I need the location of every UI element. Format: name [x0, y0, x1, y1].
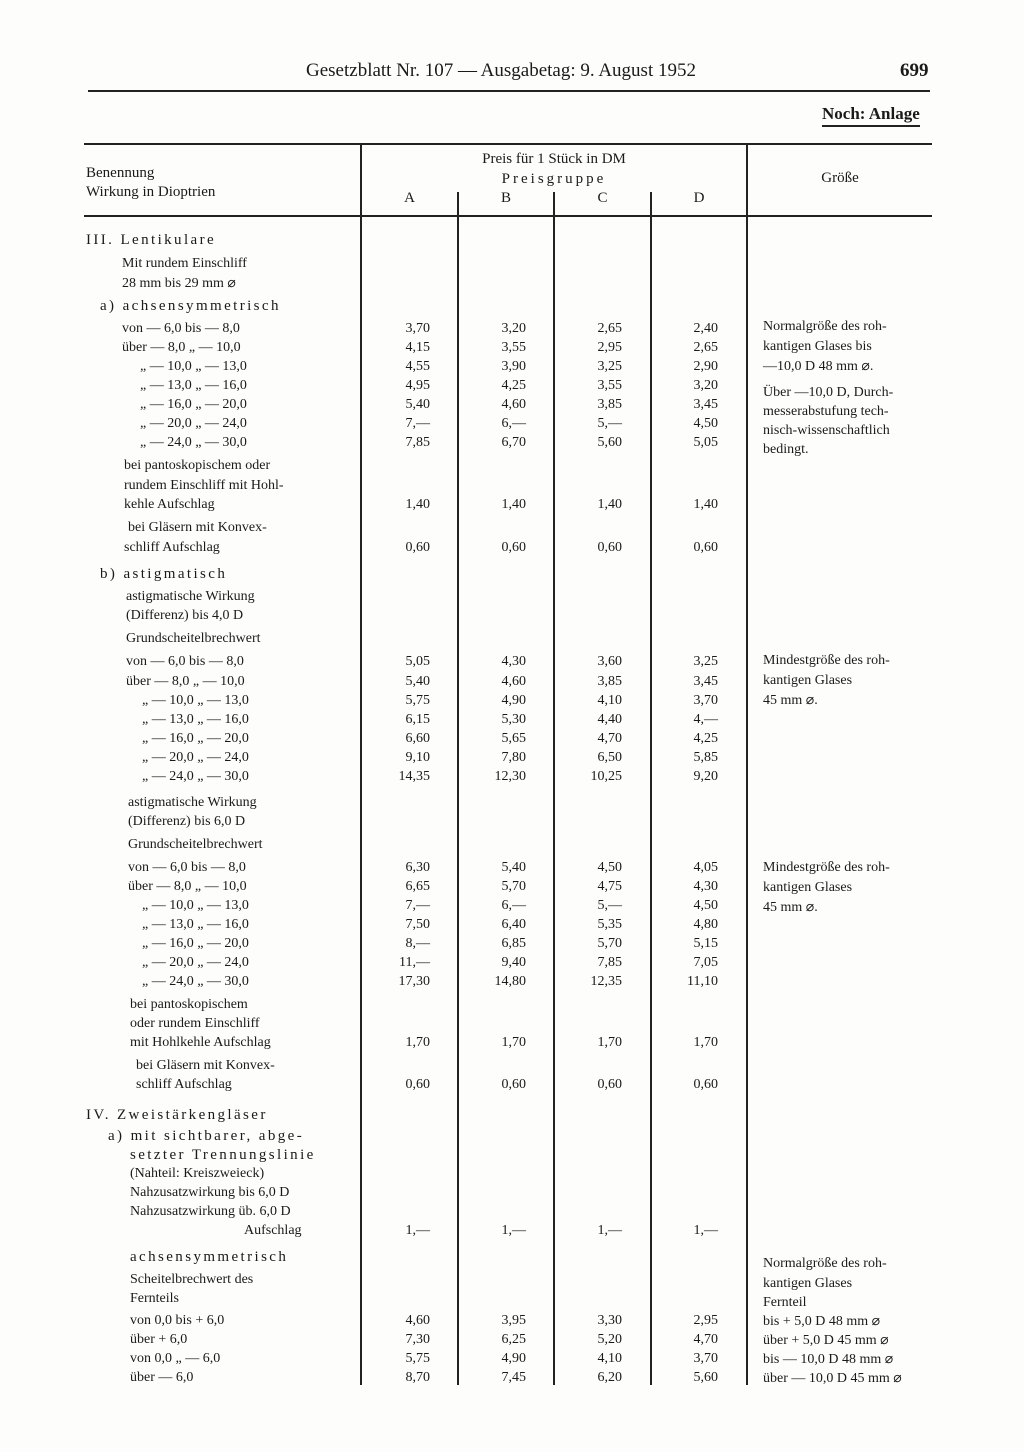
row-label: astigmatische Wirkung: [126, 589, 255, 604]
col-header-preis: Preis für 1 Stück in DM: [482, 151, 626, 167]
size-note: Normalgröße des roh-: [763, 1256, 887, 1271]
row-label: schliff Aufschlag: [136, 1077, 232, 1092]
price-cell-b: 3,55: [501, 340, 526, 355]
price-cell-a: 1,70: [405, 1035, 430, 1050]
row-label: über — 8,0 „ — 10,0: [128, 879, 247, 894]
price-cell-b: 6,85: [501, 936, 526, 951]
row-label: Nahzusatzwirkung bis 6,0 D: [130, 1185, 290, 1200]
row-label: über — 8,0 „ — 10,0: [126, 674, 245, 689]
row-label: oder rundem Einschliff: [130, 1016, 260, 1031]
col-header-a: A: [404, 190, 415, 206]
price-cell-a: 4,95: [405, 378, 430, 393]
price-cell-b: 3,95: [501, 1313, 526, 1328]
row-label: Grundscheitelbrechwert: [126, 631, 261, 646]
price-cell-c: 5,70: [597, 936, 622, 951]
row-label: achsensymmetrisch: [130, 1249, 289, 1265]
price-cell-c: 1,—: [597, 1223, 622, 1238]
size-note: über + 5,0 D 45 mm ⌀: [763, 1333, 889, 1348]
price-cell-c: 4,70: [597, 731, 622, 746]
size-note: 45 mm ⌀.: [763, 900, 818, 915]
size-note: Mindestgröße des roh-: [763, 860, 890, 875]
row-label: über — 8,0 „ — 10,0: [122, 340, 241, 355]
price-cell-a: 7,—: [405, 416, 430, 431]
row-label: mit Hohlkehle Aufschlag: [130, 1035, 271, 1050]
row-label: „ — 20,0 „ — 24,0: [142, 750, 249, 765]
price-cell-c: 2,95: [597, 340, 622, 355]
size-note: bis + 5,0 D 48 mm ⌀: [763, 1314, 881, 1329]
price-cell-c: 3,25: [597, 359, 622, 374]
row-label: Grundscheitelbrechwert: [128, 837, 263, 852]
price-cell-d: 3,70: [693, 1351, 718, 1366]
row-label: „ — 13,0 „ — 16,0: [142, 917, 249, 932]
row-label: astigmatische Wirkung: [128, 795, 257, 810]
size-note: kantigen Glases: [763, 673, 853, 688]
price-cell-c: 0,60: [597, 540, 622, 555]
price-cell-b: 4,90: [501, 1351, 526, 1366]
price-cell-a: 1,40: [405, 497, 430, 512]
row-label: „ — 13,0 „ — 16,0: [140, 378, 247, 393]
price-cell-d: 5,15: [693, 936, 718, 951]
table-top-rule: [84, 143, 932, 145]
price-cell-b: 6,—: [501, 898, 526, 913]
row-label: rundem Einschliff mit Hohl-: [124, 478, 284, 493]
price-cell-a: 3,70: [405, 321, 430, 336]
size-note: bis — 10,0 D 48 mm ⌀: [763, 1352, 894, 1367]
price-cell-b: 5,40: [501, 860, 526, 875]
price-cell-d: 4,05: [693, 860, 718, 875]
col-header-d: D: [693, 190, 705, 206]
col-header-c: C: [597, 190, 608, 206]
col-header-benennung: Benennung: [86, 165, 155, 181]
price-cell-c: 1,70: [597, 1035, 622, 1050]
price-cell-d: 5,05: [693, 435, 718, 450]
row-label: kehle Aufschlag: [124, 497, 215, 512]
row-label: „ — 10,0 „ — 13,0: [142, 693, 249, 708]
row-label: „ — 20,0 „ — 24,0: [140, 416, 247, 431]
price-cell-a: 14,35: [398, 769, 430, 784]
row-label: schliff Aufschlag: [124, 540, 220, 555]
price-cell-d: 0,60: [693, 1077, 718, 1092]
price-cell-c: 4,50: [597, 860, 622, 875]
price-cell-b: 0,60: [501, 540, 526, 555]
row-label: „ — 16,0 „ — 20,0: [142, 731, 249, 746]
col-header-wirkung: Wirkung in Dioptrien: [86, 184, 216, 200]
row-label: von 0,0 bis + 6,0: [130, 1313, 225, 1328]
price-cell-b: 1,40: [501, 497, 526, 512]
price-cell-c: 6,20: [597, 1370, 622, 1385]
price-cell-a: 7,85: [405, 435, 430, 450]
price-cell-d: 3,45: [693, 397, 718, 412]
row-label: „ — 24,0 „ — 30,0: [142, 974, 249, 989]
row-label: „ — 20,0 „ — 24,0: [142, 955, 249, 970]
price-cell-b: 6,25: [501, 1332, 526, 1347]
price-cell-d: 3,45: [693, 674, 718, 689]
row-label: a) mit sichtbarer, abge-: [108, 1128, 305, 1144]
price-cell-d: 5,85: [693, 750, 718, 765]
size-note: Über —10,0 D, Durch-: [763, 385, 894, 400]
price-cell-c: 4,40: [597, 712, 622, 727]
row-label: „ — 16,0 „ — 20,0: [140, 397, 247, 412]
price-cell-c: 3,85: [597, 674, 622, 689]
size-note: —10,0 D 48 mm ⌀.: [763, 359, 874, 374]
price-cell-b: 7,45: [501, 1370, 526, 1385]
price-cell-a: 8,—: [405, 936, 430, 951]
row-label: bei pantoskopischem oder: [124, 458, 271, 473]
row-label: Fernteils: [130, 1291, 179, 1306]
row-label: Mit rundem Einschliff: [122, 256, 247, 271]
price-cell-b: 1,70: [501, 1035, 526, 1050]
price-cell-a: 5,75: [405, 693, 430, 708]
price-cell-d: 2,40: [693, 321, 718, 336]
price-cell-d: 3,25: [693, 654, 718, 669]
price-cell-d: 11,10: [687, 974, 718, 989]
price-cell-a: 17,30: [398, 974, 430, 989]
price-cell-b: 5,30: [501, 712, 526, 727]
price-cell-c: 4,10: [597, 1351, 622, 1366]
row-label: bei pantoskopischem: [130, 997, 248, 1012]
price-cell-c: 5,—: [597, 416, 622, 431]
size-note: Fernteil: [763, 1295, 807, 1310]
price-cell-c: 4,75: [597, 879, 622, 894]
price-cell-c: 10,25: [590, 769, 622, 784]
price-cell-d: 2,95: [693, 1313, 718, 1328]
page-number: 699: [900, 60, 929, 81]
price-cell-a: 8,70: [405, 1370, 430, 1385]
price-cell-d: 4,80: [693, 917, 718, 932]
price-cell-b: 5,65: [501, 731, 526, 746]
price-cell-c: 12,35: [590, 974, 622, 989]
price-cell-b: 6,—: [501, 416, 526, 431]
size-note: bedingt.: [763, 442, 809, 457]
price-cell-a: 6,15: [405, 712, 430, 727]
price-cell-a: 4,55: [405, 359, 430, 374]
price-cell-d: 0,60: [693, 540, 718, 555]
price-cell-c: 6,50: [597, 750, 622, 765]
row-label: „ — 16,0 „ — 20,0: [142, 936, 249, 951]
price-cell-a: 6,30: [405, 860, 430, 875]
col-header-preisgruppe: Preisgruppe: [501, 171, 607, 187]
size-note: kantigen Glases: [763, 1276, 853, 1291]
price-cell-d: 7,05: [693, 955, 718, 970]
price-cell-a: 4,15: [405, 340, 430, 355]
price-cell-d: 4,70: [693, 1332, 718, 1347]
price-cell-d: 4,50: [693, 416, 718, 431]
row-label: „ — 10,0 „ — 13,0: [140, 359, 247, 374]
price-cell-b: 1,—: [501, 1223, 526, 1238]
price-cell-c: 3,85: [597, 397, 622, 412]
price-cell-d: 2,90: [693, 359, 718, 374]
row-label: „ — 24,0 „ — 30,0: [140, 435, 247, 450]
price-cell-d: 4,30: [693, 879, 718, 894]
price-cell-b: 6,40: [501, 917, 526, 932]
size-note: messerabstufung tech-: [763, 404, 889, 419]
row-label: Nahzusatzwirkung üb. 6,0 D: [130, 1204, 291, 1219]
row-label: 28 mm bis 29 mm ⌀: [122, 276, 236, 291]
price-cell-c: 2,65: [597, 321, 622, 336]
row-label: „ — 13,0 „ — 16,0: [142, 712, 249, 727]
size-note: kantigen Glases: [763, 880, 853, 895]
price-cell-b: 5,70: [501, 879, 526, 894]
price-cell-d: 3,70: [693, 693, 718, 708]
col-header-groesse: Größe: [821, 170, 859, 186]
price-cell-a: 5,05: [405, 654, 430, 669]
price-cell-b: 12,30: [494, 769, 526, 784]
price-cell-b: 9,40: [501, 955, 526, 970]
price-cell-c: 3,30: [597, 1313, 622, 1328]
row-label: bei Gläsern mit Konvex-: [128, 520, 267, 535]
price-cell-c: 1,40: [597, 497, 622, 512]
row-label: setzter Trennungslinie: [130, 1147, 316, 1163]
price-cell-b: 4,25: [501, 378, 526, 393]
price-cell-c: 5,60: [597, 435, 622, 450]
price-cell-a: 11,—: [399, 955, 430, 970]
price-cell-a: 7,30: [405, 1332, 430, 1347]
annex-label: Noch: Anlage: [822, 104, 920, 127]
price-cell-c: 7,85: [597, 955, 622, 970]
header-rule: [88, 90, 930, 92]
price-cell-a: 4,60: [405, 1313, 430, 1328]
price-cell-c: 3,60: [597, 654, 622, 669]
row-label: von 0,0 „ — 6,0: [130, 1351, 221, 1366]
price-cell-a: 6,60: [405, 731, 430, 746]
row-label: über + 6,0: [130, 1332, 188, 1347]
size-note: über — 10,0 D 45 mm ⌀: [763, 1371, 902, 1386]
price-cell-a: 5,75: [405, 1351, 430, 1366]
row-label: Aufschlag: [244, 1223, 302, 1238]
row-label: bei Gläsern mit Konvex-: [136, 1058, 275, 1073]
size-note: Mindestgröße des roh-: [763, 653, 890, 668]
col-header-b: B: [500, 190, 511, 206]
price-cell-b: 7,80: [501, 750, 526, 765]
row-label: (Differenz) bis 6,0 D: [128, 814, 246, 829]
price-cell-b: 14,80: [494, 974, 526, 989]
price-cell-a: 7,—: [405, 898, 430, 913]
row-label: von — 6,0 bis — 8,0: [122, 321, 240, 336]
row-label: a) achsensymmetrisch: [100, 298, 281, 314]
size-note: nisch-wissenschaftlich: [763, 423, 890, 438]
price-cell-d: 3,20: [693, 378, 718, 393]
price-cell-a: 0,60: [405, 1077, 430, 1092]
row-label: Scheitelbrechwert des: [130, 1272, 254, 1287]
price-cell-d: 2,65: [693, 340, 718, 355]
price-cell-d: 5,60: [693, 1370, 718, 1385]
price-cell-d: 1,—: [693, 1223, 718, 1238]
price-cell-b: 4,90: [501, 693, 526, 708]
row-label: (Nahteil: Kreiszweieck): [130, 1166, 265, 1181]
price-cell-c: 5,—: [597, 898, 622, 913]
price-cell-c: 5,20: [597, 1332, 622, 1347]
row-label: von — 6,0 bis — 8,0: [128, 860, 246, 875]
row-label: „ — 24,0 „ — 30,0: [142, 769, 249, 784]
page-header-title: Gesetzblatt Nr. 107 — Ausgabetag: 9. August 1952: [306, 60, 696, 81]
row-label: III. Lentikulare: [86, 232, 217, 248]
price-cell-c: 3,55: [597, 378, 622, 393]
price-cell-b: 3,20: [501, 321, 526, 336]
price-cell-b: 6,70: [501, 435, 526, 450]
size-note: Normalgröße des roh-: [763, 319, 887, 334]
price-cell-a: 6,65: [405, 879, 430, 894]
price-cell-b: 0,60: [501, 1077, 526, 1092]
price-cell-b: 3,90: [501, 359, 526, 374]
price-cell-d: 4,50: [693, 898, 718, 913]
price-cell-a: 7,50: [405, 917, 430, 932]
column-divider-5: [746, 145, 748, 1385]
price-cell-d: 4,25: [693, 731, 718, 746]
price-cell-b: 4,60: [501, 397, 526, 412]
price-cell-d: 4,—: [693, 712, 718, 727]
price-cell-a: 5,40: [405, 674, 430, 689]
price-cell-c: 5,35: [597, 917, 622, 932]
size-note: kantigen Glases bis: [763, 339, 872, 354]
price-cell-a: 0,60: [405, 540, 430, 555]
price-cell-a: 1,—: [405, 1223, 430, 1238]
price-cell-b: 4,60: [501, 674, 526, 689]
price-cell-d: 1,70: [693, 1035, 718, 1050]
price-cell-b: 4,30: [501, 654, 526, 669]
table-header-rule: [84, 215, 932, 217]
price-cell-a: 9,10: [405, 750, 430, 765]
row-label: IV. Zweistärkengläser: [86, 1107, 268, 1123]
price-cell-d: 1,40: [693, 497, 718, 512]
row-label: über — 6,0: [130, 1370, 194, 1385]
price-cell-c: 0,60: [597, 1077, 622, 1092]
price-cell-c: 4,10: [597, 693, 622, 708]
row-label: (Differenz) bis 4,0 D: [126, 608, 244, 623]
row-label: „ — 10,0 „ — 13,0: [142, 898, 249, 913]
row-label: b) astigmatisch: [100, 566, 228, 582]
row-label: von — 6,0 bis — 8,0: [126, 654, 244, 669]
price-cell-d: 9,20: [693, 769, 718, 784]
price-cell-a: 5,40: [405, 397, 430, 412]
size-note: 45 mm ⌀.: [763, 693, 818, 708]
